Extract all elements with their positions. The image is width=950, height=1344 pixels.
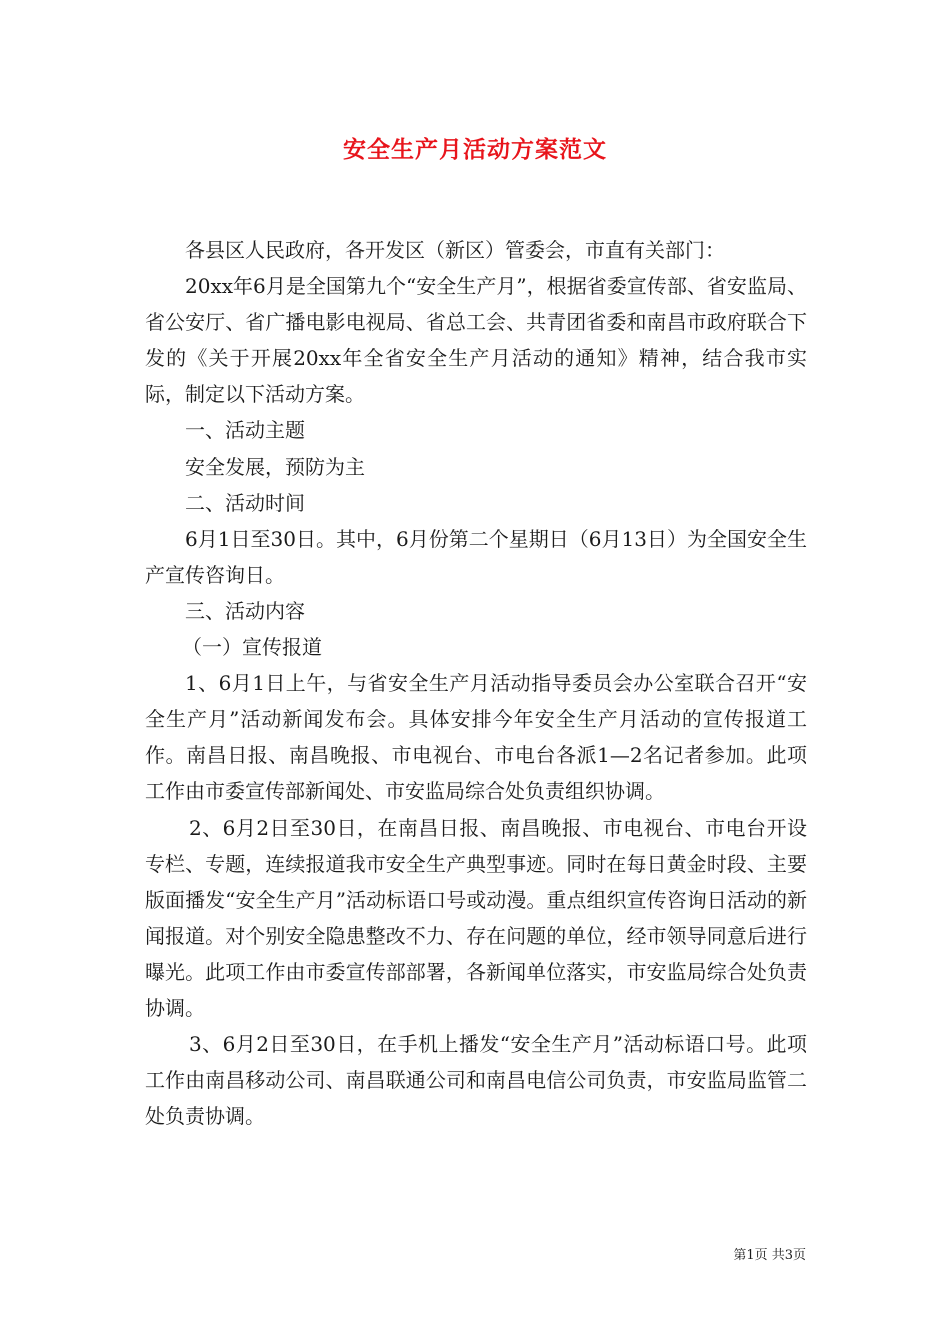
document-title: 安全生产月活动方案范文	[343, 136, 607, 163]
subsection-heading-publicity: （一）宣传报道	[182, 635, 322, 660]
time-paragraph: 6月1日至30日。其中，6月份第二个星期日（6月13日）为全国安全生产宣传咨询日。	[145, 526, 807, 587]
document-body	[145, 232, 807, 1134]
section-heading-time: 二、活动时间	[185, 490, 305, 515]
section-heading-content: 三、活动内容	[185, 598, 305, 623]
salutation-paragraph: 各县区人民政府，各开发区（新区）管委会，市直有关部门：	[185, 238, 725, 262]
list-item-paragraph: 3、6月2日至30日，在手机上播发“安全生产月”活动标语口号。此项工作由南昌移动公司、南昌联通公司和南昌电信公司负责，市安监局监管二处负责协调。	[145, 1032, 807, 1129]
intro-paragraph: 20xx年6月是全国第九个“安全生产月”，根据省委宣传部、省安监局、省公安厅、省广播电影电视局、省总工会、共青团省委和南昌市政府联合下发的《关于开展20xx年全省安全生产月活动的通知》精神，结合我市实际，制定以下活动方案。	[145, 274, 807, 407]
list-item-paragraph: 2、6月2日至30日，在南昌日报、南昌晚报、市电视台、市电台开设专栏、专题，连续报道我市安全生产典型事迹。同时在每日黄金时段、主要版面播发“安全生产月”活动标语口号或动漫。重点组织宣传咨询日活动的新闻报道。对个别安全隐患整改不力、存在问题的单位，经市领导同意后进行曝光。此项工作由市委宣传部部署，各新闻单位落实，市安监局综合处负责协调。	[145, 815, 807, 1020]
theme-paragraph: 安全发展，预防为主	[185, 454, 365, 479]
page-number: 第1页 共3页	[733, 1248, 806, 1263]
section-heading-theme: 一、活动主题	[185, 418, 305, 443]
list-item-paragraph: 1、6月1日上午，与省安全生产月活动指导委员会办公室联合召开“安全生产月”活动新闻发布会。具体安排今年安全生产月活动的宣传报道工作。南昌日报、南昌晚报、市电视台、市电台各派1—2名记者参加。此项工作由市委宣传部新闻处、市安监局综合处负责组织协调。	[145, 671, 807, 804]
